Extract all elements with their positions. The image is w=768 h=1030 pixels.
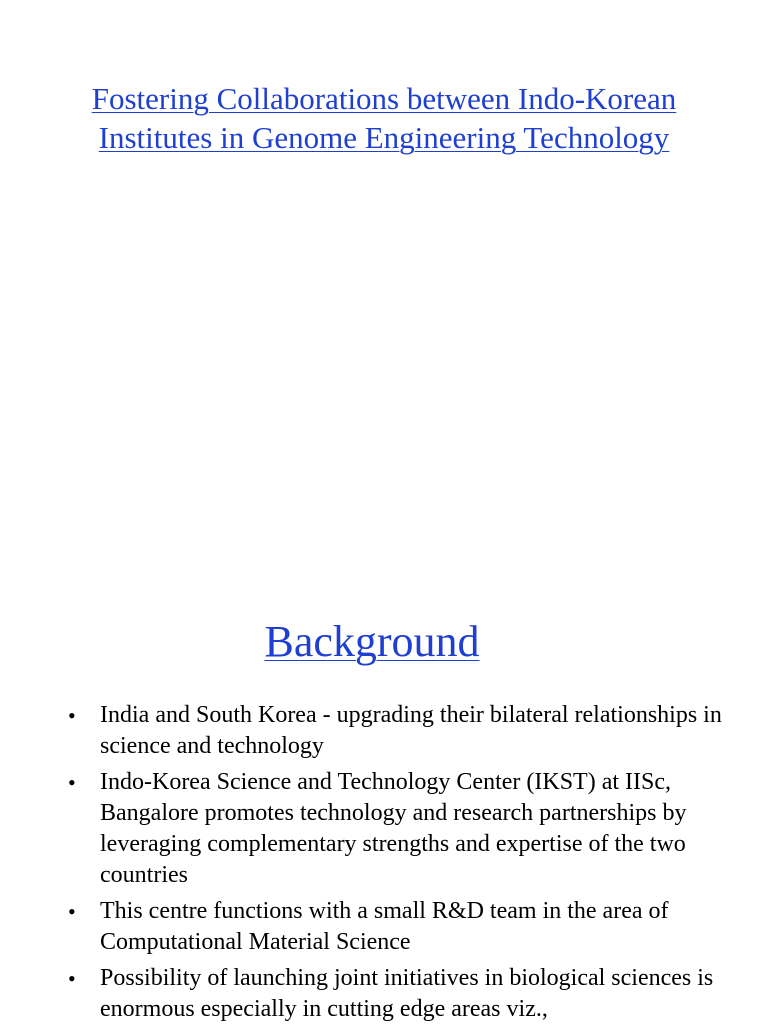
bullet-icon: • <box>68 966 76 991</box>
bullet-icon: • <box>68 770 76 795</box>
bullet-item <box>0 963 768 1025</box>
slide-title[interactable] <box>0 79 768 157</box>
bullet-text: Indo-Korea Science and Technology Center (IKST) at IISc, Bangalore promotes technology and research partnerships by leveraging complementary strengths and expertise of the two countries <box>100 769 687 888</box>
bullet-item <box>0 896 768 958</box>
slide-title-line-1: Fostering Collaborations between Indo-Korean <box>91 81 677 116</box>
bullet-text: Possibility of launching joint initiatives in biological sciences is enormous especially in cutting edge areas viz., <box>100 965 714 1022</box>
bullet-text: This centre functions with a small R&D team in the area of Computational Material Science <box>100 898 669 955</box>
bullet-icon: • <box>68 703 76 728</box>
bullet-item <box>0 767 768 891</box>
bullet-item <box>0 700 768 762</box>
slide-title-line-2: Institutes in Genome Engineering Technology <box>98 120 670 155</box>
background-heading[interactable]: Background <box>264 617 480 666</box>
background-bullet-list <box>0 700 768 1030</box>
bullet-text: India and South Korea - upgrading their bilateral relationships in science and technology <box>100 702 722 759</box>
bullet-icon: • <box>68 899 76 924</box>
